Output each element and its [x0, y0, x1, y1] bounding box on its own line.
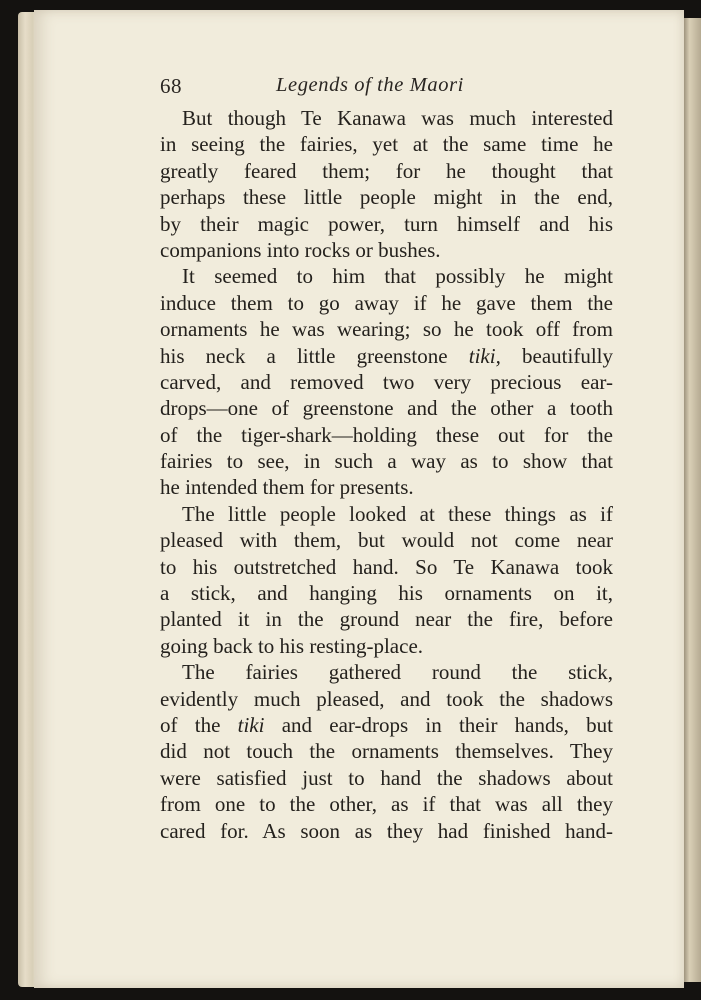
text-line: ornaments he was wearing; so he took off from: [160, 317, 613, 342]
text-line: companions into rocks or bushes.: [160, 237, 441, 262]
running-header: [160, 74, 612, 104]
text-line: to his outstretched hand. So Te Kanawa took: [160, 554, 613, 579]
page-number: 68: [160, 74, 182, 98]
text-line: The fairies gathered round the stick,: [182, 660, 613, 685]
text-line: going back to his resting-place.: [160, 633, 424, 658]
text-line: It seemed to him that possibly he might: [182, 264, 613, 289]
text-line: pleased with them, but would not come near: [160, 528, 613, 553]
text-line: his neck a little greenstone tiki, beautifully: [160, 343, 613, 368]
text-line: of the tiger-shark—holding these out for the: [160, 422, 613, 447]
text-line: greatly feared them; for he thought that: [160, 158, 613, 183]
running-title: Legends of the Maori: [276, 74, 464, 96]
text-line: did not touch the ornaments themselves. They: [160, 739, 613, 764]
text-line: evidently much pleased, and took the shadows: [160, 686, 613, 711]
text-line: drops—one of greenstone and the other a tooth: [160, 396, 613, 421]
text-line: But though Te Kanawa was much interested: [182, 106, 613, 130]
text-line: fairies to see, in such a way as to show that: [160, 449, 613, 474]
body-text: [160, 105, 613, 844]
text-line: from one to the other, as if that was all they: [160, 792, 613, 817]
italic-word: tiki: [237, 712, 265, 737]
text-line: perhaps these little people might in the end,: [160, 185, 613, 210]
text-line: induce them to go away if he gave them the: [160, 290, 613, 315]
text-line: The little people looked at these things as if: [182, 501, 613, 526]
text-line: were satisfied just to hand the shadows about: [160, 765, 613, 790]
text-line: by their magic power, turn himself and his: [160, 211, 613, 236]
text-line: carved, and removed two very precious ear-: [160, 369, 613, 394]
text-line: in seeing the fairies, yet at the same time he: [160, 132, 613, 157]
text-line: cared for. As soon as they had finished hand-: [160, 818, 613, 843]
text-line: a stick, and hanging his ornaments on it,: [160, 581, 613, 606]
text-line: he intended them for presents.: [160, 475, 414, 500]
italic-word: tiki,: [468, 343, 501, 368]
facing-page-edge: [682, 18, 701, 982]
text-line: of the tiki and ear-drops in their hands, but: [160, 712, 613, 737]
text-line: planted it in the ground near the fire, before: [160, 607, 613, 632]
